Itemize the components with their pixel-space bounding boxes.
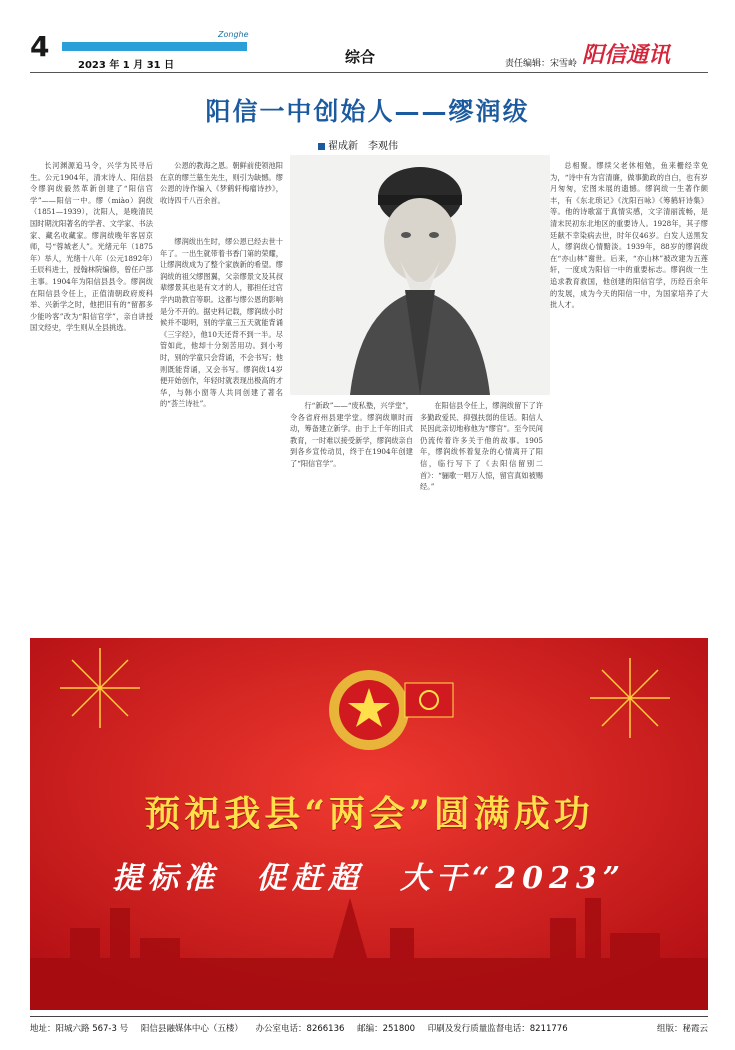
column-4-text: 在阳信县令任上，缪润绂留下了许多勤政爱民、抑强扶弱的佳话。阳信人民因此亲切地称他为“缪官”。至今民间仍流传着许多关于他的故事。1905年，缪润绂怀着复杂的心情离开了阳信，临行写下了《去阳信留别二首》：“骊歌一唱万人惊，留官真如被赐经。” — [420, 401, 543, 492]
article-column-2 — [160, 236, 283, 628]
national-emblem-icon — [329, 670, 409, 750]
article-column-3 — [290, 400, 413, 628]
footer-address: 地址：阳城六路 567-3 号 — [30, 1024, 129, 1034]
footer-layout-editor: 组版：秘霞云 — [656, 1024, 708, 1034]
banner-headline: 预祝我县“两会”圆满成功 — [144, 793, 594, 835]
column-2-top-text: 公恩的教海之恩。朝鲜前使领池阳在京的缪兰墓生先生，则引为缺憾。缪公恩的诗作编入《梦鹤轩梅瘤诗抄》，收诗四千八百余首。 — [160, 161, 283, 205]
footer-print-phone: 印刷及发行质量监督电话：8211776 — [427, 1024, 568, 1034]
column-2-text: 缪润绂出生时，缪公恩已经去世十年了。一出生就带着书香门第的荣耀，让缪润绂成为了整个家族新的希望。缪润绂的祖父缪图翼，父亲缪景文及其叔辈缪景其也是有文才的人，都担任过官学内助教官等职。这都与缪公恩的影响是分不开的。据史料记载，缪润绂小时候并不聪明，别的学童三五天就能背诵《三字经》，他10天还背不到一半。尽管如此，他却十分刻苦用功。到小考时，别的学童只会背诵，不会书写；他则既能背诵，又会书写。缪润绂14岁便开始创作，年轻时就表现出极高的才华，与韩小窗等人共同创建了著名的“荟兰诗社”。 — [160, 237, 283, 409]
party-emblem-icon — [405, 683, 453, 717]
page-footer — [30, 1016, 708, 1043]
portrait-image — [290, 155, 550, 395]
footer-publisher: 阳信县融媒体中心（五楼） — [140, 1024, 243, 1034]
header-accent-bar — [62, 42, 247, 51]
page-number: 4 — [30, 30, 50, 63]
article-byline — [318, 137, 398, 152]
header-divider — [30, 72, 708, 73]
article-title: 阳信一中创始人——缪润绂 — [205, 97, 530, 126]
article-column-1 — [30, 160, 153, 628]
footer-postcode: 邮编：251800 — [357, 1024, 416, 1034]
column-3-text: 行“新政”——“废私塾，兴学堂”，令各省府州县建学堂。缪润绂顺时而动，筹备建立新学。由于上千年的旧式教育，一时难以接受新学，缪润绂亲自到各乡宣传动员，终于在1904年创建了“阳信官学”。 — [290, 401, 413, 468]
byline-square-icon — [318, 143, 325, 150]
section-title: 综合 — [345, 48, 376, 66]
responsible-editor: 责任编辑：宋雪岭 — [505, 59, 578, 69]
article-column-5 — [550, 160, 708, 628]
newspaper-brand-logo: 阳信通讯 — [582, 42, 671, 68]
article-column-4 — [420, 400, 543, 628]
portrait-photo — [290, 155, 550, 395]
page-header — [0, 0, 735, 70]
issue-date: 2023 年 1 月 31 日 — [78, 60, 175, 71]
banner-slogan: 提标准 促赶超 大干“2023” — [111, 861, 626, 896]
footer-office-phone: 办公室电话：8266136 — [255, 1024, 345, 1034]
firework-right-icon — [590, 658, 670, 738]
column-1-text: 长河渊源追马令，兴学为民寻后生。公元1904年，清末诗人、阳信县令缪润绂毅然革新创建了“阳信官学”——阳信一中。缪（miào）润绂（1851—1939），沈阳人，是晚清民国时期沈阳著名的学者、文学家、书法家、藏名收藏家。缪润绂晚年客居京师，号“蓉城老人”。光绪元年（1875年）举人，光绪十八年（公元1892年）壬辰科进士，授翰林院编修，曾任户部主事。1904年为阳信县县令。缪润绂在阳信县令任上，正值清朝政府废科举、兴新学之时，他把旧有的“留都多少能吟客”改为“阳信官学”，亲自讲授国文经史，学生则从全县挑选。 — [30, 161, 153, 333]
author-names: 翟成新 李观伟 — [328, 141, 398, 152]
firework-left-icon — [60, 648, 140, 728]
column-5-text: 总相聚。缪续父老休相勉，鱼来栅经幸免为，“诗中有为官清廉，做事勤政的自白，也有岁月匆匆，宏图未展的遗憾。缪润绂一生著作颇丰，有《东北琐记》《沈阳百咏》《筹鹤轩诗集》等。他的诗歌富于真情实感，文字清丽流畅，是清末民初东北地区的重要诗人。1928年，其子缪廷献不幸染病去世，时年仅46岁。白发人送黑发人，缪润绂心情黯淡。1939年，88岁的缪润绂在“亦山林”谢世。后来，“亦山林”被改建为五莲轩，一度成为阳信一中的重要标志。缪润绂一生追求教育救国，他创建的阳信官学，历经百余年的发展，成为今天的阳信一中，为国家培养了大批人才。 — [550, 161, 708, 310]
celebration-banner — [30, 638, 708, 1010]
section-pinyin: Zonghe — [218, 30, 249, 39]
